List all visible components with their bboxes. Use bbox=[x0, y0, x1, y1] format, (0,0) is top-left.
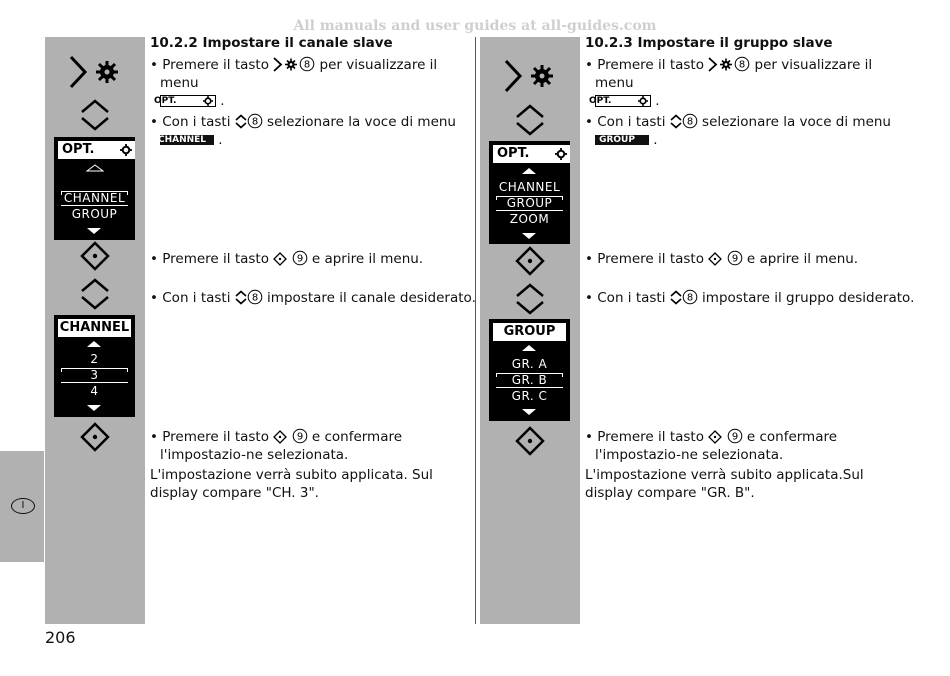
step-text: • Premere il tasto bbox=[150, 57, 274, 73]
lcd-row: GROUP bbox=[506, 196, 553, 210]
step-text: • Premere il tasto bbox=[585, 57, 709, 73]
step-text: • Premere il tasto bbox=[150, 429, 274, 445]
step-3 bbox=[150, 250, 480, 268]
page-number: 206 bbox=[45, 628, 76, 647]
step-text: • Con i tasti bbox=[585, 114, 670, 130]
lcd-options-menu bbox=[54, 137, 135, 240]
opt-badge bbox=[154, 95, 216, 107]
key-8-icon bbox=[247, 113, 263, 129]
key-number: 8 bbox=[686, 292, 693, 304]
step-text: e confermare l'impostazio-ne selezionata. bbox=[160, 429, 403, 463]
step-text: per visualizzare il menu bbox=[160, 57, 438, 91]
key-number: 9 bbox=[731, 431, 738, 443]
step-text: • Con i tasti bbox=[150, 290, 235, 306]
scroll-down-icon bbox=[87, 405, 101, 411]
step-1: • Premere il tasto 8 per visualizzare il menu OPT. . bbox=[150, 57, 438, 109]
step-text: per visualizzare il menu bbox=[595, 57, 873, 91]
badge-text: OPT. bbox=[589, 96, 612, 106]
key-number: 9 bbox=[296, 253, 303, 265]
lcd-row: CHANNEL bbox=[498, 180, 561, 194]
opt-badge bbox=[589, 95, 651, 107]
select-button-icon bbox=[515, 426, 545, 456]
arrow-right-gear-icon bbox=[503, 59, 557, 93]
step-1: • Premere il tasto 8 per visualizzare il menu OPT. . bbox=[585, 57, 873, 109]
scroll-up-icon bbox=[87, 341, 101, 347]
badge-text: OPT. bbox=[154, 96, 177, 106]
gear-icon bbox=[638, 96, 648, 106]
right-text-column bbox=[585, 34, 915, 501]
lcd-title-text: OPT. bbox=[497, 146, 530, 161]
arrow-right-gear-icon bbox=[708, 57, 734, 72]
key-8-icon bbox=[682, 113, 698, 129]
up-down-chevron-icon bbox=[514, 282, 546, 316]
key-number: 8 bbox=[739, 59, 746, 71]
left-text-column bbox=[150, 34, 476, 501]
select-button-icon bbox=[515, 246, 545, 276]
lcd-group-menu bbox=[489, 319, 570, 421]
column-divider bbox=[475, 37, 476, 624]
select-button-icon bbox=[708, 430, 722, 444]
step-text: selezionare la voce di menu bbox=[262, 114, 456, 130]
up-down-chevron-icon bbox=[670, 114, 682, 129]
key-number: 8 bbox=[304, 59, 311, 71]
key-8-icon bbox=[734, 56, 750, 72]
step-text: • Con i tasti bbox=[150, 114, 235, 130]
lcd-row: GR. C bbox=[511, 389, 548, 403]
key-number: 8 bbox=[251, 116, 258, 128]
step-text: • Premere il tasto bbox=[585, 429, 709, 445]
key-8-icon bbox=[247, 289, 263, 305]
key-9-icon bbox=[292, 250, 308, 266]
key-8-icon bbox=[682, 289, 698, 305]
select-button-icon bbox=[273, 430, 287, 444]
group-badge: GROUP bbox=[595, 135, 649, 145]
key-8-icon bbox=[299, 56, 315, 72]
up-down-chevron-icon bbox=[235, 114, 247, 129]
lcd-title: GROUP bbox=[493, 323, 566, 341]
step-3 bbox=[585, 250, 925, 268]
step-text: • Premere il tasto bbox=[150, 251, 274, 267]
step-2: • Con i tasti 8 selezionare la voce di menu CHANNEL . bbox=[150, 114, 456, 148]
step-text: impostare il canale desiderato. bbox=[262, 290, 476, 306]
section-heading: 10.2.2 Impostare il canale slave bbox=[150, 35, 393, 51]
step-text: e aprire il menu. bbox=[742, 251, 859, 267]
step-text: e confermare l'impostazio-ne selezionata. bbox=[595, 429, 838, 463]
key-number: 8 bbox=[686, 116, 693, 128]
select-button-icon bbox=[273, 252, 287, 266]
scroll-up-icon bbox=[522, 345, 536, 351]
lcd-title-text: OPT. bbox=[62, 142, 95, 157]
key-9-icon bbox=[292, 428, 308, 444]
gear-icon bbox=[555, 148, 567, 160]
scroll-up-outline-icon bbox=[86, 164, 104, 172]
result-text: L'impostazione verrà subito applicata.Sul display compare "GR. B". bbox=[585, 467, 864, 501]
up-down-chevron-icon bbox=[79, 98, 111, 132]
step-text: e aprire il menu. bbox=[307, 251, 424, 267]
result-text: L'impostazione verrà subito applicata. Sul display compare "CH. 3". bbox=[150, 467, 433, 501]
select-button-icon bbox=[80, 422, 110, 452]
language-tab bbox=[0, 451, 44, 562]
lcd-title: CHANNEL bbox=[59, 320, 130, 335]
key-number: 8 bbox=[251, 292, 258, 304]
lcd-row: GROUP bbox=[71, 207, 118, 221]
step-5 bbox=[585, 428, 925, 464]
scroll-down-icon bbox=[522, 233, 536, 239]
up-down-chevron-icon bbox=[235, 290, 247, 305]
lcd-channel-menu bbox=[54, 315, 135, 417]
lcd-title bbox=[58, 141, 135, 159]
language-tab-label: I bbox=[11, 498, 35, 514]
watermark: All manuals and user guides at all-guides.com bbox=[293, 18, 657, 34]
up-down-chevron-icon bbox=[514, 103, 546, 137]
select-button-icon bbox=[708, 252, 722, 266]
lcd-row: GR. A bbox=[511, 357, 548, 371]
step-2: • Con i tasti 8 selezionare la voce di menu GROUP . bbox=[585, 114, 891, 148]
lcd-row: GR. B bbox=[511, 373, 548, 387]
step-text: selezionare la voce di menu bbox=[697, 114, 891, 130]
key-number: 9 bbox=[296, 431, 303, 443]
lcd-options-menu bbox=[489, 141, 570, 244]
scroll-down-icon bbox=[87, 228, 101, 234]
lcd-row: 4 bbox=[90, 384, 99, 398]
key-9-icon bbox=[727, 250, 743, 266]
lcd-title bbox=[493, 145, 570, 163]
scroll-down-icon bbox=[522, 409, 536, 415]
arrow-right-gear-icon bbox=[273, 57, 299, 72]
step-text: • Premere il tasto bbox=[585, 251, 709, 267]
step-4 bbox=[585, 289, 925, 307]
lcd-row: 2 bbox=[90, 352, 99, 366]
step-text: • Con i tasti bbox=[585, 290, 670, 306]
select-button-icon bbox=[80, 241, 110, 271]
up-down-chevron-icon bbox=[670, 290, 682, 305]
lcd-row: ZOOM bbox=[509, 212, 550, 226]
section-heading: 10.2.3 Impostare il gruppo slave bbox=[585, 35, 833, 51]
step-text: impostare il gruppo desiderato. bbox=[697, 290, 915, 306]
step-5 bbox=[150, 428, 480, 464]
up-down-chevron-icon bbox=[79, 277, 111, 311]
gear-icon bbox=[203, 96, 213, 106]
channel-badge: CHANNEL bbox=[160, 135, 214, 145]
gear-icon bbox=[120, 144, 132, 156]
arrow-right-gear-icon bbox=[68, 55, 122, 89]
scroll-up-icon bbox=[522, 168, 536, 174]
key-number: 9 bbox=[731, 253, 738, 265]
lcd-row: 3 bbox=[90, 368, 99, 382]
key-9-icon bbox=[727, 428, 743, 444]
lcd-row: CHANNEL bbox=[63, 191, 126, 205]
step-4 bbox=[150, 289, 480, 307]
